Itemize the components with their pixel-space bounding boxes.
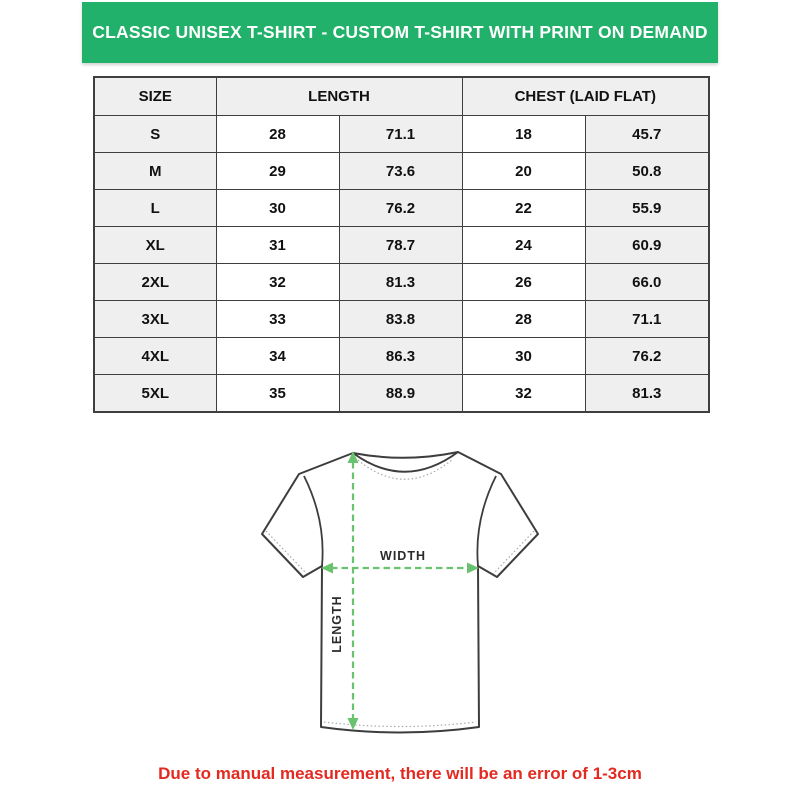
length-label: LENGTH (330, 595, 344, 653)
length-in-cell: 34 (216, 338, 339, 375)
length-cm-cell: 86.3 (339, 338, 462, 375)
length-cm-cell: 78.7 (339, 227, 462, 264)
measurement-disclaimer: Due to manual measurement, there will be an error of 1-3cm (158, 764, 642, 783)
length-cm-cell: 76.2 (339, 190, 462, 227)
tshirt-illustration (250, 440, 560, 750)
title-banner (82, 2, 718, 63)
length-cm-cell: 83.8 (339, 301, 462, 338)
header-size: SIZE (94, 77, 216, 116)
tshirt-outline (262, 452, 538, 733)
length-cm-cell: 71.1 (339, 116, 462, 153)
chest-in-cell: 20 (462, 153, 585, 190)
chest-in-cell: 30 (462, 338, 585, 375)
length-cm-cell: 88.9 (339, 375, 462, 413)
size-cell: S (94, 116, 216, 153)
size-cell: L (94, 190, 216, 227)
length-in-cell: 31 (216, 227, 339, 264)
table-row (94, 338, 709, 375)
table-row (94, 375, 709, 413)
table-row (94, 301, 709, 338)
chest-cm-cell: 66.0 (585, 264, 709, 301)
size-chart-table (93, 76, 710, 413)
table-row (94, 116, 709, 153)
chest-cm-cell: 71.1 (585, 301, 709, 338)
length-cm-cell: 81.3 (339, 264, 462, 301)
size-cell: M (94, 153, 216, 190)
tshirt-diagram (250, 440, 560, 750)
length-in-cell: 29 (216, 153, 339, 190)
chest-in-cell: 22 (462, 190, 585, 227)
table-row (94, 190, 709, 227)
header-chest: CHEST (LAID FLAT) (462, 77, 709, 116)
size-cell: 3XL (94, 301, 216, 338)
chest-cm-cell: 81.3 (585, 375, 709, 413)
table-row (94, 227, 709, 264)
table-row (94, 153, 709, 190)
chest-in-cell: 24 (462, 227, 585, 264)
length-in-cell: 30 (216, 190, 339, 227)
page-title: CLASSIC UNISEX T-SHIRT - CUSTOM T-SHIRT WITH PRINT ON DEMAND (92, 22, 708, 42)
length-in-cell: 32 (216, 264, 339, 301)
header-length: LENGTH (216, 77, 462, 116)
chest-cm-cell: 76.2 (585, 338, 709, 375)
size-cell: 5XL (94, 375, 216, 413)
chest-cm-cell: 55.9 (585, 190, 709, 227)
table-row (94, 264, 709, 301)
length-in-cell: 35 (216, 375, 339, 413)
table-header-row (94, 77, 709, 116)
chest-cm-cell: 50.8 (585, 153, 709, 190)
length-in-cell: 33 (216, 301, 339, 338)
chest-cm-cell: 45.7 (585, 116, 709, 153)
size-cell: 2XL (94, 264, 216, 301)
length-cm-cell: 73.6 (339, 153, 462, 190)
chest-in-cell: 32 (462, 375, 585, 413)
width-label: WIDTH (380, 549, 426, 563)
chest-cm-cell: 60.9 (585, 227, 709, 264)
size-cell: XL (94, 227, 216, 264)
size-cell: 4XL (94, 338, 216, 375)
chest-in-cell: 18 (462, 116, 585, 153)
chest-in-cell: 28 (462, 301, 585, 338)
chest-in-cell: 26 (462, 264, 585, 301)
length-in-cell: 28 (216, 116, 339, 153)
